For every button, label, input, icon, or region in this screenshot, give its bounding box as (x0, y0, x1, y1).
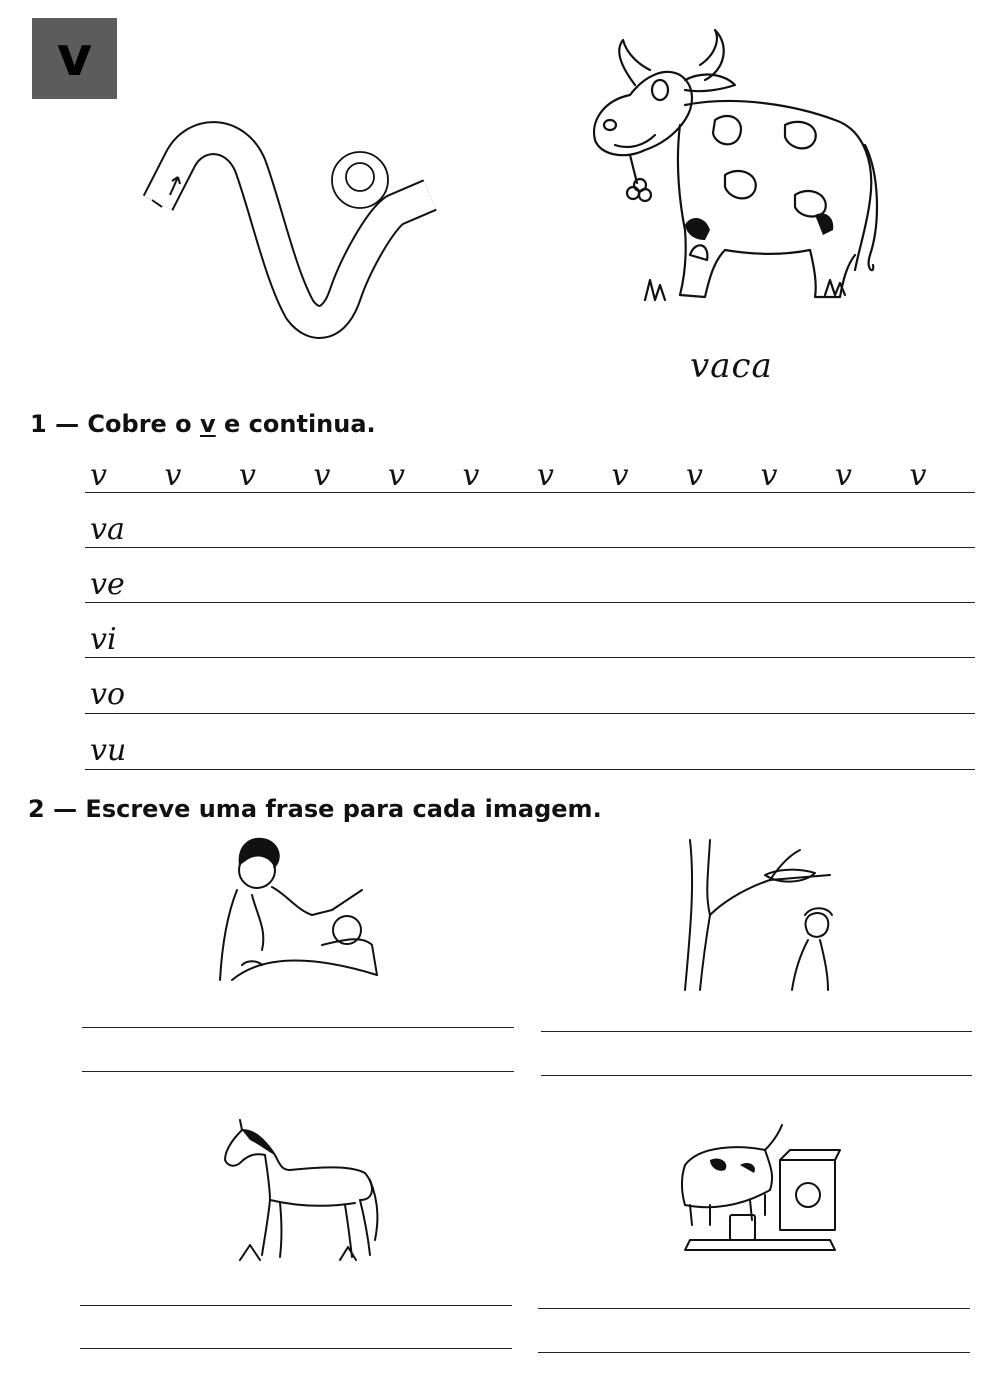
example-word: vaca (690, 346, 773, 386)
sentence-line-4b[interactable] (538, 1352, 970, 1353)
exercise-2-dash: — (53, 795, 78, 823)
writing-line-ve[interactable] (85, 602, 975, 603)
sentence-line-1a[interactable] (82, 1027, 514, 1028)
syllable-vi: vi (90, 622, 117, 657)
exercise-1-underlined-letter: v (200, 410, 216, 438)
exercise-1-text-after: e continua. (224, 410, 376, 438)
trace-letter-v: v (760, 458, 778, 493)
writing-line-vi[interactable] (85, 657, 975, 658)
sentence-line-3a[interactable] (80, 1305, 512, 1306)
trace-letter-v: v (239, 458, 256, 493)
exercise-1-dash: — (55, 410, 80, 438)
trace-letter-v: v (611, 458, 629, 493)
trace-letter-v: v (90, 458, 107, 493)
exercise-1-title (30, 410, 376, 438)
writing-line-va[interactable] (85, 547, 975, 548)
cursive-v-tracing-guide (140, 125, 440, 355)
exercise-1-number: 1 (30, 410, 47, 438)
exercise-2-text: Escreve uma frase para cada imagem. (85, 795, 602, 823)
horse-image (220, 1115, 380, 1265)
sentence-line-1b[interactable] (82, 1071, 514, 1072)
exercise-2-title (28, 795, 602, 823)
trace-letter-v: v (909, 458, 927, 493)
syllable-ve: ve (90, 567, 125, 602)
trace-writing-line[interactable] (85, 492, 975, 493)
sentence-line-3b[interactable] (80, 1348, 512, 1349)
trace-letter-v: v (537, 458, 554, 493)
boy-nest-image (680, 835, 840, 995)
exercise-1-text-before: Cobre o (87, 410, 192, 438)
exercise-2-number: 2 (28, 795, 45, 823)
syllable-vo: vo (90, 677, 126, 712)
syllable-va: va (90, 512, 125, 547)
trace-letter-v: v (164, 458, 182, 493)
trace-letter-v: v (313, 458, 331, 493)
cow-milk-image (670, 1115, 840, 1265)
letter-badge-text: v (56, 24, 93, 88)
trace-letter-v: v (835, 458, 852, 493)
doctor-sick-child-image (212, 835, 382, 985)
trace-letter-v: v (686, 458, 703, 493)
sentence-line-2a[interactable] (541, 1031, 972, 1032)
sentence-line-2b[interactable] (541, 1075, 972, 1076)
writing-line-vu[interactable] (85, 769, 975, 770)
cow-illustration (585, 25, 885, 305)
trace-letter-v: v (388, 458, 405, 493)
sentence-line-4a[interactable] (538, 1308, 970, 1309)
syllable-vu: vu (90, 733, 127, 768)
trace-letter-v: v (462, 458, 480, 493)
writing-line-vo[interactable] (85, 713, 975, 714)
letter-badge (32, 18, 117, 99)
